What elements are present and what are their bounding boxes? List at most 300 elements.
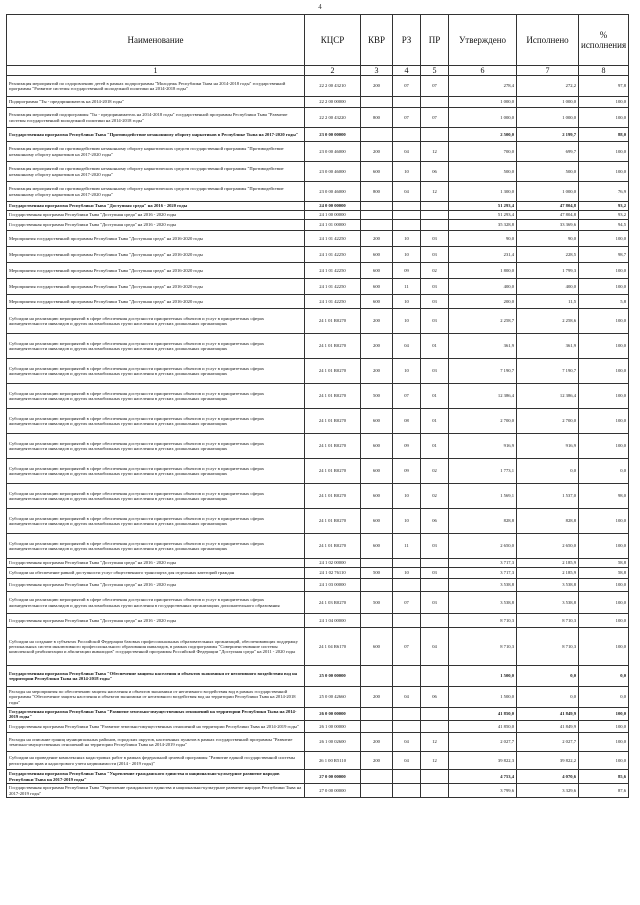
row-kvr-cell: 600 bbox=[361, 628, 393, 666]
row-pr-cell: 12 bbox=[421, 733, 449, 752]
row-executed-cell: 1 000,0 bbox=[517, 108, 579, 128]
row-kcsr-cell: 26 0 00 00000 bbox=[305, 708, 361, 721]
row-pr-cell bbox=[421, 559, 449, 568]
table-body bbox=[7, 76, 629, 798]
row-name-cell: Государственная программа Республики Тыва "Доступная среда" на 2016 - 2020 годы bbox=[7, 220, 305, 231]
column-number: 8 bbox=[579, 66, 629, 76]
column-number-row bbox=[7, 66, 629, 76]
row-kcsr-cell: 26 1 00 02600 bbox=[305, 733, 361, 752]
row-pr-cell: 03 bbox=[421, 592, 449, 614]
table-row bbox=[7, 97, 629, 108]
row-kcsr-cell: 24 1 03 00000 bbox=[305, 579, 361, 592]
row-kcsr-cell: 24 1 01 R0270 bbox=[305, 359, 361, 384]
row-kvr-cell bbox=[361, 666, 393, 687]
row-percent-cell: 98,7 bbox=[579, 247, 629, 263]
header-row bbox=[7, 15, 629, 66]
row-rz-cell: 04 bbox=[393, 687, 421, 708]
table-row bbox=[7, 295, 629, 309]
row-kvr-cell: 800 bbox=[361, 182, 393, 202]
row-percent-cell: 100,0 bbox=[579, 534, 629, 559]
row-approved-cell: 916,9 bbox=[449, 434, 517, 459]
row-kvr-cell bbox=[361, 220, 393, 231]
table-row bbox=[7, 142, 629, 162]
row-percent-cell: 100,0 bbox=[579, 309, 629, 334]
row-executed-cell: 41 849,9 bbox=[517, 721, 579, 733]
row-kvr-cell bbox=[361, 128, 393, 142]
row-approved-cell: 828,8 bbox=[449, 509, 517, 534]
row-kcsr-cell: 23 0 00 46000 bbox=[305, 182, 361, 202]
row-rz-cell: 11 bbox=[393, 534, 421, 559]
row-percent-cell: 100,0 bbox=[579, 108, 629, 128]
row-approved-cell: 1 500,0 bbox=[449, 687, 517, 708]
column-number: 7 bbox=[517, 66, 579, 76]
row-kcsr-cell: 24 1 04 00000 bbox=[305, 614, 361, 628]
row-name-cell: Субсидии на реализацию мероприятий в сфере обеспечения доступности приоритетных объектов и услуг в приоритетных сферах жизнедеятельности инвалидов и других маломобильных групп населения в детских дошкольных организациях bbox=[7, 459, 305, 484]
row-rz-cell bbox=[393, 128, 421, 142]
row-rz-cell: 10 bbox=[393, 309, 421, 334]
table-row bbox=[7, 220, 629, 231]
row-kvr-cell: 600 bbox=[361, 295, 393, 309]
row-approved-cell: 51 293,4 bbox=[449, 202, 517, 211]
row-kcsr-cell: 24 1 01 42250 bbox=[305, 247, 361, 263]
row-kvr-cell: 200 bbox=[361, 733, 393, 752]
table-row bbox=[7, 231, 629, 247]
row-pr-cell: 03 bbox=[421, 279, 449, 295]
row-name-cell: Реализация мероприятий по оздоровлению детей в рамках подпрограммы "Молодежь Республики Тыва на 2014-2018 годы" государственной программы "Развитие системы государственной молодежной политики на 2014-2018 годы" bbox=[7, 76, 305, 97]
row-approved-cell: 2 027,7 bbox=[449, 733, 517, 752]
row-kvr-cell: 200 bbox=[361, 309, 393, 334]
row-executed-cell: 228,5 bbox=[517, 247, 579, 263]
row-name-cell: Субсидии на реализацию мероприятий в сфере обеспечения доступности приоритетных объектов и услуг в приоритетных сферах жизнедеятельности инвалидов и других маломобильных групп населения в детских дошкольных организациях bbox=[7, 334, 305, 359]
row-name-cell: Государственная программа Республики Тыва "Развитие земельно-имущественных отношений на территории Республики Тыва на 2014-2019 годы" bbox=[7, 708, 305, 721]
row-name-cell: Субсидии на реализацию мероприятий в сфере обеспечения доступности приоритетных объектов и услуг в приоритетных сферах жизнедеятельности инвалидов и других маломобильных групп населения в детских дошкольных организациях bbox=[7, 409, 305, 434]
row-executed-cell: 2 650,0 bbox=[517, 534, 579, 559]
row-percent-cell: 100,0 bbox=[579, 721, 629, 733]
row-name-cell: Субсидии на реализацию мероприятий в сфере обеспечения доступности приоритетных объектов и услуг в приоритетных сферах жизнедеятельности инвалидов и других маломобильных групп населения в детских дошкольных организациях bbox=[7, 434, 305, 459]
row-name-cell: Субсидии на реализацию мероприятий в сфере обеспечения доступности приоритетных объектов и услуг в приоритетных сферах жизнедеятельности инвалидов и других маломобильных групп населения в детских дошкольных организациях bbox=[7, 534, 305, 559]
row-approved-cell: 3 799,6 bbox=[449, 784, 517, 798]
header-pr: ПР bbox=[421, 15, 449, 66]
row-percent-cell: 100,0 bbox=[579, 142, 629, 162]
table-row bbox=[7, 509, 629, 534]
page-number: 4 bbox=[318, 3, 322, 11]
table-row bbox=[7, 592, 629, 614]
row-executed-cell: 7 190,7 bbox=[517, 359, 579, 384]
row-percent-cell: 100,0 bbox=[579, 162, 629, 182]
row-kcsr-cell: 24 0 00 00000 bbox=[305, 202, 361, 211]
column-number: 5 bbox=[421, 66, 449, 76]
row-kcsr-cell: 27 0 00 00000 bbox=[305, 770, 361, 784]
row-rz-cell: 08 bbox=[393, 409, 421, 434]
row-executed-cell: 2 700,0 bbox=[517, 409, 579, 434]
row-approved-cell: 1 800,0 bbox=[449, 263, 517, 279]
row-percent-cell: 5,8 bbox=[579, 295, 629, 309]
row-executed-cell: 1 799,3 bbox=[517, 263, 579, 279]
row-approved-cell: 7 190,7 bbox=[449, 359, 517, 384]
row-executed-cell: 90,0 bbox=[517, 231, 579, 247]
row-kcsr-cell: 23 0 00 00000 bbox=[305, 128, 361, 142]
row-name-cell: Государственная программа Республики Тыва "Доступная среда" на 2016 - 2020 годы bbox=[7, 202, 305, 211]
row-kvr-cell bbox=[361, 784, 393, 798]
row-approved-cell: 12 386,4 bbox=[449, 384, 517, 409]
row-name-cell: Государственная программа Республики Тыва "Укрепление гражданского единства и национально-культурное развитие народов Республики Тыва на 2017-2019 годы" bbox=[7, 770, 305, 784]
row-rz-cell bbox=[393, 666, 421, 687]
row-executed-cell: 1 537,0 bbox=[517, 484, 579, 509]
row-kvr-cell: 500 bbox=[361, 592, 393, 614]
row-rz-cell bbox=[393, 559, 421, 568]
table-row bbox=[7, 708, 629, 721]
row-percent-cell: 0,0 bbox=[579, 459, 629, 484]
row-kvr-cell: 200 bbox=[361, 231, 393, 247]
row-executed-cell: 2 258,6 bbox=[517, 309, 579, 334]
row-name-cell: Реализация мероприятий по противодействию незаконному обороту наркотических средств государственной программы "Противодействие незаконному обороту наркотиков на 2017-2020 годы" bbox=[7, 162, 305, 182]
row-kvr-cell: 600 bbox=[361, 162, 393, 182]
row-percent-cell: 100,0 bbox=[579, 752, 629, 770]
row-pr-cell: 03 bbox=[421, 231, 449, 247]
row-name-cell: Субсидии на обеспечение равной доступности услуг общественного транспорта для отдельных категорий граждан bbox=[7, 568, 305, 579]
row-percent-cell: 93,2 bbox=[579, 202, 629, 211]
table-row bbox=[7, 614, 629, 628]
row-approved-cell: 1 000,0 bbox=[449, 97, 517, 108]
row-executed-cell: 3 538,8 bbox=[517, 592, 579, 614]
row-approved-cell: 39 822,3 bbox=[449, 752, 517, 770]
row-pr-cell: 02 bbox=[421, 263, 449, 279]
row-approved-cell: 500,0 bbox=[449, 162, 517, 182]
row-pr-cell: 06 bbox=[421, 509, 449, 534]
row-rz-cell: 10 bbox=[393, 231, 421, 247]
row-kcsr-cell: 25 0 00 00000 bbox=[305, 666, 361, 687]
row-kvr-cell: 200 bbox=[361, 76, 393, 97]
row-kcsr-cell: 24 1 04 R6170 bbox=[305, 628, 361, 666]
row-name-cell: Субсидии на проведение комплексных кадастровых работ в рамках федеральной целевой программы "Развитие единой государственной системы регистрации прав и кадастрового учета недвижимости (2014 - 2019 годы)" bbox=[7, 752, 305, 770]
row-rz-cell bbox=[393, 708, 421, 721]
row-kcsr-cell: 24 1 01 42250 bbox=[305, 295, 361, 309]
row-approved-cell: 1 500,0 bbox=[449, 666, 517, 687]
row-kvr-cell: 600 bbox=[361, 459, 393, 484]
row-approved-cell: 231,4 bbox=[449, 247, 517, 263]
row-executed-cell: 916,9 bbox=[517, 434, 579, 459]
row-pr-cell bbox=[421, 721, 449, 733]
row-rz-cell: 10 bbox=[393, 295, 421, 309]
row-rz-cell bbox=[393, 614, 421, 628]
row-pr-cell: 03 bbox=[421, 359, 449, 384]
table-row bbox=[7, 384, 629, 409]
row-kcsr-cell: 24 1 02 76110 bbox=[305, 568, 361, 579]
row-name-cell: Реализация мероприятий по противодействию незаконному обороту наркотических средств государственной программы "Противодействие незаконному обороту наркотиков на 2017-2020 годы" bbox=[7, 182, 305, 202]
row-pr-cell bbox=[421, 614, 449, 628]
row-approved-cell: 8 710,3 bbox=[449, 614, 517, 628]
row-rz-cell: 07 bbox=[393, 592, 421, 614]
row-kcsr-cell: 24 1 01 R0270 bbox=[305, 459, 361, 484]
header-approved: Утверждено bbox=[449, 15, 517, 66]
row-name-cell: Мероприятия государственной программы Республики Тыва "Доступная среда" на 2016-2020 годы bbox=[7, 247, 305, 263]
row-executed-cell: 2 185,9 bbox=[517, 568, 579, 579]
row-rz-cell: 11 bbox=[393, 279, 421, 295]
column-number: 6 bbox=[449, 66, 517, 76]
row-executed-cell: 828,8 bbox=[517, 509, 579, 534]
header-rz: РЗ bbox=[393, 15, 421, 66]
table-row bbox=[7, 409, 629, 434]
row-approved-cell: 4 753,4 bbox=[449, 770, 517, 784]
row-kcsr-cell: 24 1 01 R0270 bbox=[305, 484, 361, 509]
row-name-cell: Государственная программа Республики Тыва "Обеспечение защиты населения и объектов экономики от негативного воздействия вод на территории Республики Тыва на 2014-2018 годы" bbox=[7, 666, 305, 687]
row-percent-cell: 100,0 bbox=[579, 97, 629, 108]
row-kvr-cell bbox=[361, 559, 393, 568]
row-kcsr-cell: 23 0 00 46000 bbox=[305, 162, 361, 182]
row-percent-cell: 100,0 bbox=[579, 231, 629, 247]
table-row bbox=[7, 579, 629, 592]
table-row bbox=[7, 309, 629, 334]
header-executed: Исполнено bbox=[517, 15, 579, 66]
row-executed-cell: 3 329,6 bbox=[517, 784, 579, 798]
row-executed-cell: 11,5 bbox=[517, 295, 579, 309]
row-executed-cell: 699,7 bbox=[517, 142, 579, 162]
row-kvr-cell: 600 bbox=[361, 247, 393, 263]
row-percent-cell: 88,0 bbox=[579, 128, 629, 142]
row-pr-cell: 03 bbox=[421, 295, 449, 309]
row-name-cell: Субсидии на реализацию мероприятий в сфере обеспечения доступности приоритетных объектов и услуг в приоритетных сферах жизнедеятельности инвалидов и других маломобильных групп населения в детских дошкольных организациях bbox=[7, 509, 305, 534]
row-executed-cell: 500,0 bbox=[517, 162, 579, 182]
row-pr-cell bbox=[421, 708, 449, 721]
row-approved-cell: 41 850,0 bbox=[449, 721, 517, 733]
row-executed-cell: 2 185,9 bbox=[517, 559, 579, 568]
row-approved-cell: 278,4 bbox=[449, 76, 517, 97]
row-percent-cell: 100,0 bbox=[579, 434, 629, 459]
row-kvr-cell: 600 bbox=[361, 263, 393, 279]
row-rz-cell: 10 bbox=[393, 162, 421, 182]
row-approved-cell: 700,0 bbox=[449, 142, 517, 162]
table-row bbox=[7, 559, 629, 568]
row-approved-cell: 1 569,1 bbox=[449, 484, 517, 509]
row-approved-cell: 41 850,0 bbox=[449, 708, 517, 721]
table-row bbox=[7, 162, 629, 182]
row-kcsr-cell: 24 1 00 00000 bbox=[305, 211, 361, 220]
row-rz-cell: 10 bbox=[393, 568, 421, 579]
row-executed-cell: 41 849,9 bbox=[517, 708, 579, 721]
row-percent-cell: 100,0 bbox=[579, 614, 629, 628]
row-executed-cell: 0,0 bbox=[517, 666, 579, 687]
row-name-cell: Государственная программа Республики Тыва "Противодействие незаконному обороту наркотиков в Республике Тыва на 2017-2020 годы" bbox=[7, 128, 305, 142]
row-rz-cell bbox=[393, 784, 421, 798]
row-percent-cell: 100,0 bbox=[579, 359, 629, 384]
table-row bbox=[7, 784, 629, 798]
row-rz-cell: 09 bbox=[393, 459, 421, 484]
row-rz-cell: 10 bbox=[393, 484, 421, 509]
row-pr-cell bbox=[421, 666, 449, 687]
header-name: Наименование bbox=[7, 15, 305, 66]
row-kcsr-cell: 24 1 01 R0270 bbox=[305, 509, 361, 534]
budget-execution-table bbox=[6, 14, 629, 798]
row-executed-cell: 8 710,3 bbox=[517, 614, 579, 628]
row-executed-cell: 8 710,3 bbox=[517, 628, 579, 666]
table-row bbox=[7, 182, 629, 202]
row-percent-cell: 100,0 bbox=[579, 384, 629, 409]
row-pr-cell: 07 bbox=[421, 108, 449, 128]
row-approved-cell: 1 000,0 bbox=[449, 108, 517, 128]
row-kvr-cell: 200 bbox=[361, 334, 393, 359]
row-kvr-cell bbox=[361, 211, 393, 220]
row-pr-cell: 02 bbox=[421, 459, 449, 484]
row-name-cell: Государственная программа Республики Тыва "Доступная среда" на 2016 - 2020 годы bbox=[7, 579, 305, 592]
row-executed-cell: 3 538,8 bbox=[517, 579, 579, 592]
row-kcsr-cell: 26 1 00 R5110 bbox=[305, 752, 361, 770]
row-kcsr-cell: 25 0 00 42660 bbox=[305, 687, 361, 708]
table-row bbox=[7, 202, 629, 211]
row-kcsr-cell: 24 1 02 00000 bbox=[305, 559, 361, 568]
header-percent: % исполнения bbox=[579, 15, 629, 66]
row-executed-cell: 33 369,6 bbox=[517, 220, 579, 231]
row-name-cell: Государственная программа Республики Тыва "Развитие земельно-имущественных отношений на территории Республики Тыва на 2014-2019 годы" bbox=[7, 721, 305, 733]
row-executed-cell: 0,0 bbox=[517, 459, 579, 484]
row-rz-cell bbox=[393, 579, 421, 592]
row-kvr-cell bbox=[361, 770, 393, 784]
row-name-cell: Субсидии на реализацию мероприятий в сфере обеспечения доступности приоритетных объектов и услуг в приоритетных сферах жизнедеятельности инвалидов и других маломобильных групп населения в детских дошкольных организациях bbox=[7, 359, 305, 384]
row-kcsr-cell: 24 1 01 R0270 bbox=[305, 534, 361, 559]
row-kcsr-cell: 24 1 01 R0270 bbox=[305, 434, 361, 459]
row-rz-cell: 07 bbox=[393, 628, 421, 666]
row-executed-cell: 272,2 bbox=[517, 76, 579, 97]
row-percent-cell: 100,0 bbox=[579, 733, 629, 752]
row-rz-cell: 04 bbox=[393, 752, 421, 770]
row-kcsr-cell: 24 1 01 42250 bbox=[305, 279, 361, 295]
table-row bbox=[7, 108, 629, 128]
table-row bbox=[7, 263, 629, 279]
row-percent-cell: 100,0 bbox=[579, 579, 629, 592]
table-row bbox=[7, 247, 629, 263]
row-percent-cell: 100,0 bbox=[579, 628, 629, 666]
row-pr-cell: 06 bbox=[421, 687, 449, 708]
row-executed-cell: 2 027,7 bbox=[517, 733, 579, 752]
row-name-cell: Субсидии на реализацию мероприятий в сфере обеспечения доступности приоритетных объектов и услуг в приоритетных сферах жизнедеятельности инвалидов и других маломобильных групп населения в детских дошкольных организациях bbox=[7, 384, 305, 409]
row-pr-cell bbox=[421, 97, 449, 108]
row-name-cell: Субсидии на реализацию мероприятий в сфере обеспечения доступности приоритетных объектов и услуг в приоритетных сферах жизнедеятельности инвалидов и других маломобильных групп населения в государственных организациях дополнительного образования bbox=[7, 592, 305, 614]
table-row bbox=[7, 484, 629, 509]
row-kvr-cell: 600 bbox=[361, 484, 393, 509]
row-percent-cell: 98,0 bbox=[579, 484, 629, 509]
row-executed-cell: 12 386,4 bbox=[517, 384, 579, 409]
row-kvr-cell: 200 bbox=[361, 687, 393, 708]
header-kvr: КВР bbox=[361, 15, 393, 66]
row-pr-cell: 01 bbox=[421, 409, 449, 434]
row-name-cell: Государственная программа Республики Тыва "Доступная среда" на 2016 - 2020 годы bbox=[7, 211, 305, 220]
row-executed-cell: 1 000,0 bbox=[517, 182, 579, 202]
row-kcsr-cell: 24 1 01 42250 bbox=[305, 231, 361, 247]
row-executed-cell: 47 804,8 bbox=[517, 202, 579, 211]
row-kvr-cell: 600 bbox=[361, 534, 393, 559]
row-pr-cell: 03 bbox=[421, 568, 449, 579]
row-executed-cell: 47 804,8 bbox=[517, 211, 579, 220]
row-pr-cell bbox=[421, 211, 449, 220]
row-kcsr-cell: 27 0 00 00000 bbox=[305, 784, 361, 798]
table-row bbox=[7, 628, 629, 666]
row-executed-cell: 1 000,0 bbox=[517, 97, 579, 108]
row-pr-cell: 02 bbox=[421, 484, 449, 509]
row-name-cell: Мероприятия государственной программы Республики Тыва "Доступная среда" на 2016-2020 годы bbox=[7, 279, 305, 295]
row-rz-cell: 04 bbox=[393, 182, 421, 202]
row-percent-cell: 87,6 bbox=[579, 784, 629, 798]
row-kvr-cell: 500 bbox=[361, 568, 393, 579]
row-percent-cell: 85,6 bbox=[579, 770, 629, 784]
row-name-cell: Расходы на мероприятия по обеспечению защиты населения и объектов экономики от негативного воздействия вод в рамках государственной программы "Обеспечение защиты населения и объектов экономики от негативного воздействия вод на территории Республики Тыва на 2014-2018 годы" bbox=[7, 687, 305, 708]
row-kvr-cell bbox=[361, 614, 393, 628]
row-rz-cell: 07 bbox=[393, 76, 421, 97]
row-percent-cell: 58,8 bbox=[579, 559, 629, 568]
column-number: 4 bbox=[393, 66, 421, 76]
row-approved-cell: 200,0 bbox=[449, 295, 517, 309]
table-row bbox=[7, 687, 629, 708]
row-approved-cell: 361,9 bbox=[449, 334, 517, 359]
row-percent-cell: 100,0 bbox=[579, 334, 629, 359]
row-kcsr-cell: 26 1 00 00000 bbox=[305, 721, 361, 733]
row-kvr-cell: 200 bbox=[361, 142, 393, 162]
table-row bbox=[7, 359, 629, 384]
row-approved-cell: 1 300,0 bbox=[449, 182, 517, 202]
row-rz-cell: 10 bbox=[393, 509, 421, 534]
column-number: 1 bbox=[7, 66, 305, 76]
row-executed-cell: 400,0 bbox=[517, 279, 579, 295]
row-kcsr-cell: 24 1 01 42250 bbox=[305, 263, 361, 279]
row-name-cell: Государственная программа Республики Тыва "Доступная среда" на 2016 - 2020 годы bbox=[7, 559, 305, 568]
row-approved-cell: 51 293,4 bbox=[449, 211, 517, 220]
row-percent-cell: 76,9 bbox=[579, 182, 629, 202]
row-name-cell: Мероприятия государственной программы Республики Тыва "Доступная среда" на 2016-2020 годы bbox=[7, 295, 305, 309]
row-kcsr-cell: 22 2 00 43210 bbox=[305, 76, 361, 97]
row-percent-cell: 100,0 bbox=[579, 708, 629, 721]
row-kvr-cell bbox=[361, 579, 393, 592]
row-rz-cell: 04 bbox=[393, 733, 421, 752]
row-executed-cell: 39 822,2 bbox=[517, 752, 579, 770]
row-pr-cell: 07 bbox=[421, 76, 449, 97]
table-row bbox=[7, 334, 629, 359]
row-approved-cell: 400,0 bbox=[449, 279, 517, 295]
row-kvr-cell bbox=[361, 721, 393, 733]
row-rz-cell bbox=[393, 721, 421, 733]
row-name-cell: Субсидии на реализацию мероприятий в сфере обеспечения доступности приоритетных объектов и услуг в приоритетных сферах жизнедеятельности инвалидов и других маломобильных групп населения в детских дошкольных организациях bbox=[7, 484, 305, 509]
row-name-cell: Реализация мероприятий подпрограммы "Ты - предприниматель на 2014-2018 годы" государственной программы Республики Тыва "Развитие системы государственной молодежной политики на 2014-2018 годы" bbox=[7, 108, 305, 128]
row-percent-cell: 58,8 bbox=[579, 568, 629, 579]
table-row bbox=[7, 76, 629, 97]
table-row bbox=[7, 211, 629, 220]
row-approved-cell: 90,0 bbox=[449, 231, 517, 247]
row-name-cell: Расходы на описание границ муниципальных районов, городских округов, населенных пунктов в рамках государственной программы "Развитие земельно-имущественных отношений на территории Республики Тыва на 2014-2019 годы" bbox=[7, 733, 305, 752]
row-kvr-cell: 600 bbox=[361, 279, 393, 295]
row-name-cell: Государственная программа Республики Тыва "Доступная среда" на 2016 - 2020 годы bbox=[7, 614, 305, 628]
row-pr-cell: 01 bbox=[421, 384, 449, 409]
row-rz-cell bbox=[393, 202, 421, 211]
row-rz-cell: 09 bbox=[393, 434, 421, 459]
row-executed-cell: 4 070,6 bbox=[517, 770, 579, 784]
row-kvr-cell bbox=[361, 202, 393, 211]
row-percent-cell: 0,0 bbox=[579, 687, 629, 708]
row-percent-cell: 0,0 bbox=[579, 666, 629, 687]
row-percent-cell: 93,2 bbox=[579, 211, 629, 220]
row-percent-cell: 97,8 bbox=[579, 76, 629, 97]
row-pr-cell: 04 bbox=[421, 628, 449, 666]
row-pr-cell: 01 bbox=[421, 334, 449, 359]
row-executed-cell: 2 199,7 bbox=[517, 128, 579, 142]
row-rz-cell: 09 bbox=[393, 263, 421, 279]
row-rz-cell bbox=[393, 97, 421, 108]
table-row bbox=[7, 666, 629, 687]
row-kvr-cell: 200 bbox=[361, 359, 393, 384]
row-approved-cell: 3 717,3 bbox=[449, 559, 517, 568]
row-pr-cell: 03 bbox=[421, 247, 449, 263]
row-name-cell: Мероприятия государственной программы Республики Тыва "Доступная среда" на 2016-2020 годы bbox=[7, 231, 305, 247]
row-pr-cell: 06 bbox=[421, 162, 449, 182]
row-kcsr-cell: 24 1 01 00000 bbox=[305, 220, 361, 231]
row-approved-cell: 2 650,0 bbox=[449, 534, 517, 559]
row-pr-cell: 12 bbox=[421, 752, 449, 770]
